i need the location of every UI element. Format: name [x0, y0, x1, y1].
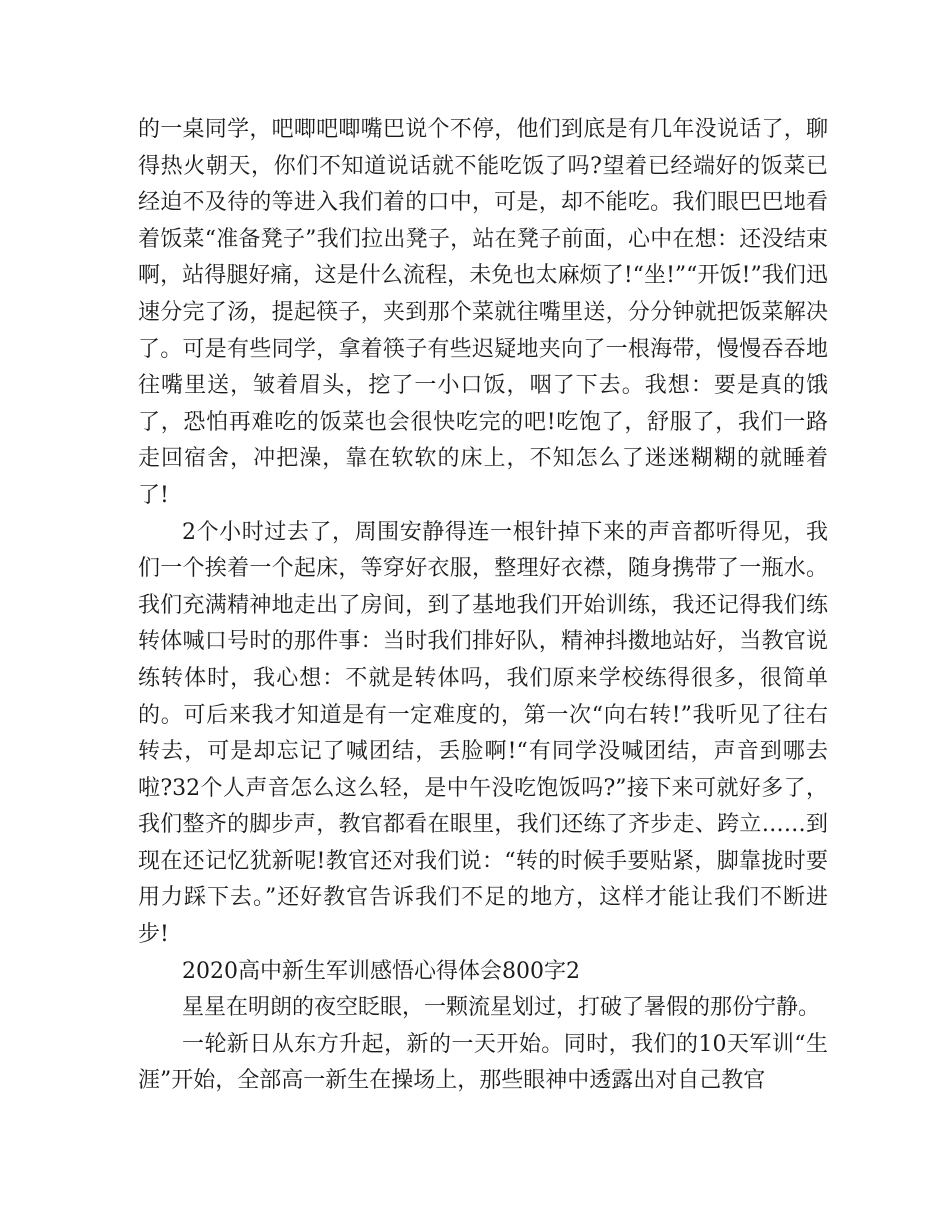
paragraph-lunch: 的一桌同学，吧唧吧唧嘴巴说个不停，他们到底是有几年没说话了，聊得热火朝天，你们不知道说话就不能吃饭了吗?望着已经端好的饭菜已经迫不及待的等进入我们着的口中，可是，却不能吃。我们眼巴巴地看着饭菜“准备凳子”我们拉出凳子，站在凳子前面，心中在想：还没结束啊，站得腿好痛，这是什么流程，未免也太麻烦了!“坐!”“开饭!”我们迅速分完了汤，提起筷子，夹到那个菜就往嘴里送，分分钟就把饭菜解决了。可是有些同学，拿着筷子有些迟疑地夹向了一根海带，慢慢吞吞地往嘴里送，皱着眉头，挖了一小口饭，咽了下去。我想：要是真的饿了，恐怕再难吃的饭菜也会很快吃完的吧!吃饱了，舒服了，我们一路走回宿舍，冲把澡，靠在软软的床上，不知怎么了迷迷糊糊的就睡着了! — [138, 117, 828, 508]
paragraph-stars: 星星在明朗的夜空眨眼，一颗流星划过，打破了暑假的那份宁静。 — [182, 995, 821, 1021]
paragraph-training: 2个小时过去了，周围安静得连一根针掉下来的声音都听得见，我们一个挨着一个起床，等穿好衣服，整理好衣襟，随身携带了一瓶水。我们充满精神地走出了房间，到了基地我们开始训练，我还记得我们练转体喊口号时的那件事：当时我们排好队，精神抖擞地站好，当教官说练转体时，我心想：不就是转体吗，我们原来学校练得很多，很简单的。可后来我才知道是有一定难度的，第一次“向右转!”我听见了往右转去，可是却忘记了喊团结，丢脸啊!“有同学没喊团结，声音到哪去啦?32个人声音怎么这么轻，是中午没吃饱饭吗?”接下来可就好多了，我们整齐的脚步声，教官都看在眼里，我们还练了齐步走、跨立……到现在还记忆犹新呢!教官还对我们说：“转的时候手要贴紧，脚靠拢时要用力踩下去。”还好教官告诉我们不足的地方，这样才能让我们不断进步! — [138, 519, 828, 948]
document-body — [138, 112, 828, 1100]
paragraph-new-day: 一轮新日从东方升起，新的一天开始。同时，我们的10天军训“生涯”开始，全部高一新生在操场上，那些眼神中透露出对自己教官 — [138, 1031, 828, 1094]
section-heading: 2020高中新生军训感悟心得体会800字2 — [182, 958, 580, 984]
